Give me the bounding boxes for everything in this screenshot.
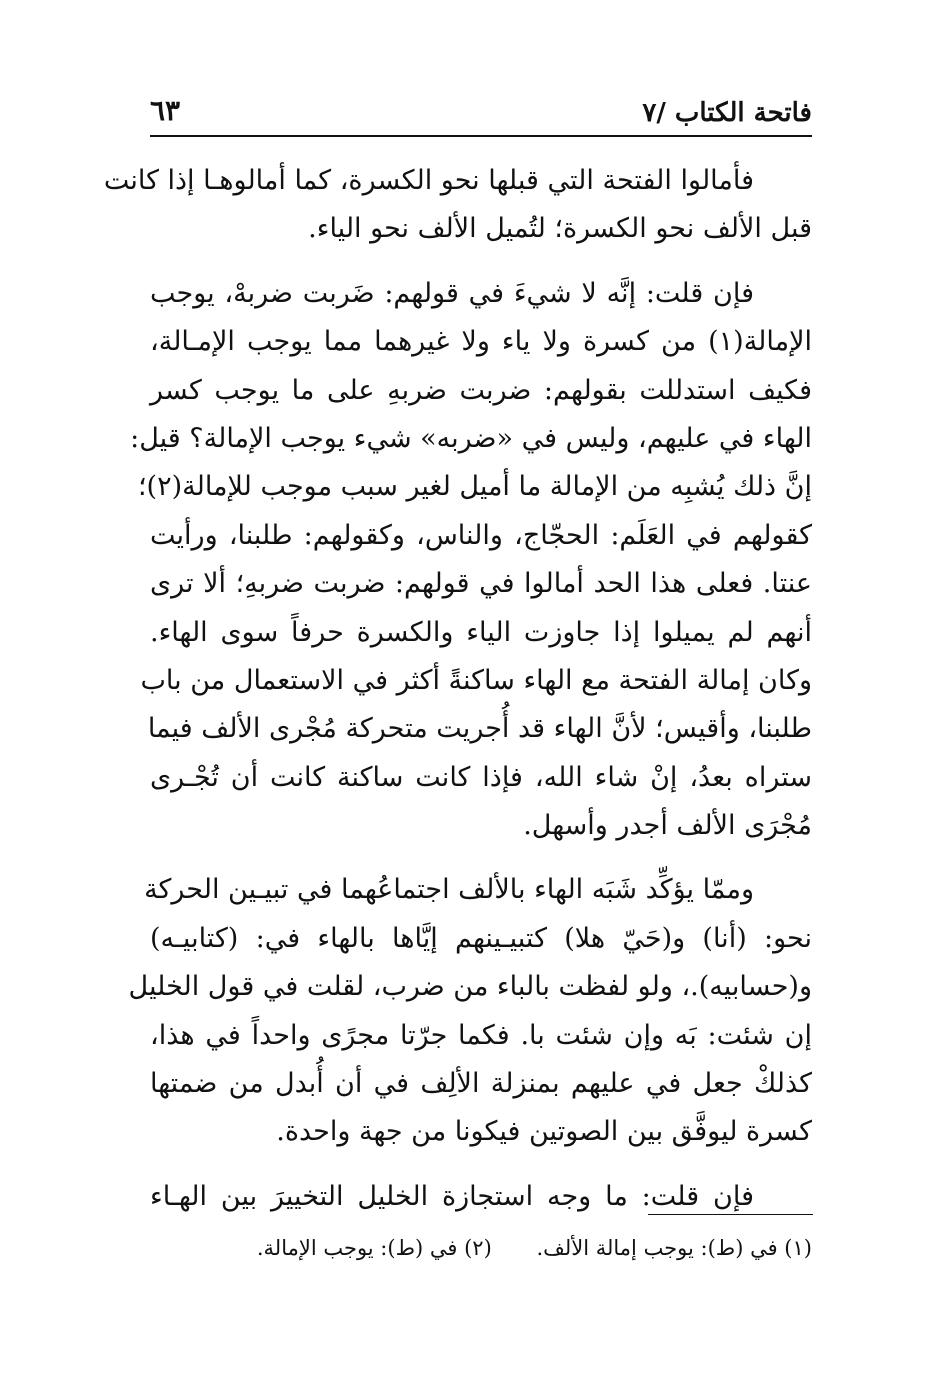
footnotes bbox=[150, 1232, 812, 1264]
page-number: ٦٣ bbox=[150, 94, 181, 127]
text-line: الإمالة(١) من كسرة ولا ياء ولا غيرهما مما يوجب الإمـالة، bbox=[150, 326, 812, 358]
footnote-rule bbox=[648, 1214, 813, 1215]
text-line: فإن قلت: ما وجه استجازة الخليل التخييرَ بين الهـاء bbox=[150, 1180, 754, 1212]
text-line: أنهم لم يميلوا إذا جاوزت الياء والكسرة حرفاً سوى الهاء. bbox=[150, 616, 812, 648]
paragraph-gap bbox=[150, 254, 812, 270]
text-line: عنتا. فعلى هذا الحد أمالوا في قولهم: ضربت ضربهِ؛ ألا ترى bbox=[150, 568, 812, 600]
text-line: نحو: (أنا) و(حَيّ هلا) كتبيـينهم إيَّاها بالهاء في: (كتابيـه) bbox=[150, 922, 812, 954]
text-line: كقولهم في العَلَم: الحجّاج، والناس، وكقولهم: طلبنا، ورأيت bbox=[150, 519, 812, 551]
text-line: ستراه بعدُ، إنْ شاء الله، فإذا كانت ساكنة كانت أن تُجْـرى bbox=[150, 761, 812, 793]
text-line: فإن قلت: إنَّه لا شيءَ في قولهم: ضَربت ضربهْ، يوجب bbox=[150, 277, 754, 309]
footnote: (١) في (ط): يوجب إمالة الألف. bbox=[536, 1236, 812, 1260]
text-line: إنَّ ذلك يُشبِه من الإمالة ما أميل لغير سبب موجب للإمالة(٢)؛ bbox=[137, 471, 812, 503]
header-rule bbox=[150, 135, 812, 137]
text-line: وممّا يؤكِّد شَبَه الهاء بالألف اجتماعُهما في تبيـين الحركة bbox=[144, 874, 754, 906]
text-line: كسرة ليوفَّق بين الصوتين فيكونا من جهة واحدة. bbox=[276, 1116, 812, 1148]
running-header bbox=[150, 92, 812, 132]
text-line: فكيف استدللت بقولهم: ضربت ضربهِ على ما يوجب كسر bbox=[150, 374, 812, 406]
text-line: قبل الألف نحو الكسرة؛ لتُميل الألف نحو الياء. bbox=[308, 213, 812, 245]
paragraph bbox=[103, 157, 812, 254]
body-text bbox=[103, 157, 812, 1221]
text-line: وكان إمالة الفتحة مع الهاء ساكنةً أكثر في الاستعمال من باب bbox=[140, 664, 812, 696]
text-line: طلبنا، وأقيس؛ لأنَّ الهاء قد أُجريت متحركة مُجْرى الألف فيما bbox=[147, 713, 812, 745]
text-line: مُجْرَى الألف أجدر وأسهل. bbox=[523, 810, 812, 842]
footnote: (٢) في (ط): يوجب الإمالة. bbox=[256, 1236, 492, 1260]
text-line: و(حسابيه).، ولو لفظت بالباء من ضرب، لقلت في قول الخليل bbox=[128, 971, 812, 1003]
paragraph bbox=[130, 270, 812, 851]
paragraph bbox=[128, 866, 812, 1156]
paragraph-gap bbox=[150, 850, 812, 866]
text-line: الهاء في عليهم، وليس في «ضربه» شيء يوجب الإمالة؟ قيل: bbox=[130, 422, 812, 454]
running-title: فاتحة الكتاب /٧ bbox=[642, 98, 812, 128]
paragraph-gap bbox=[150, 1157, 812, 1173]
text-line: إن شئت: بَه وإن شئت با. فكما جرّتا مجرًى واحداً في هذا، bbox=[150, 1019, 812, 1051]
text-line: فأمالوا الفتحة التي قبلها نحو الكسرة، كما أمالوهـا إذا كانت bbox=[103, 165, 754, 196]
text-line: كذلكْ جعل في عليهم بمنزلة الألِف في أن أُبدل من ضمتها bbox=[150, 1068, 812, 1100]
